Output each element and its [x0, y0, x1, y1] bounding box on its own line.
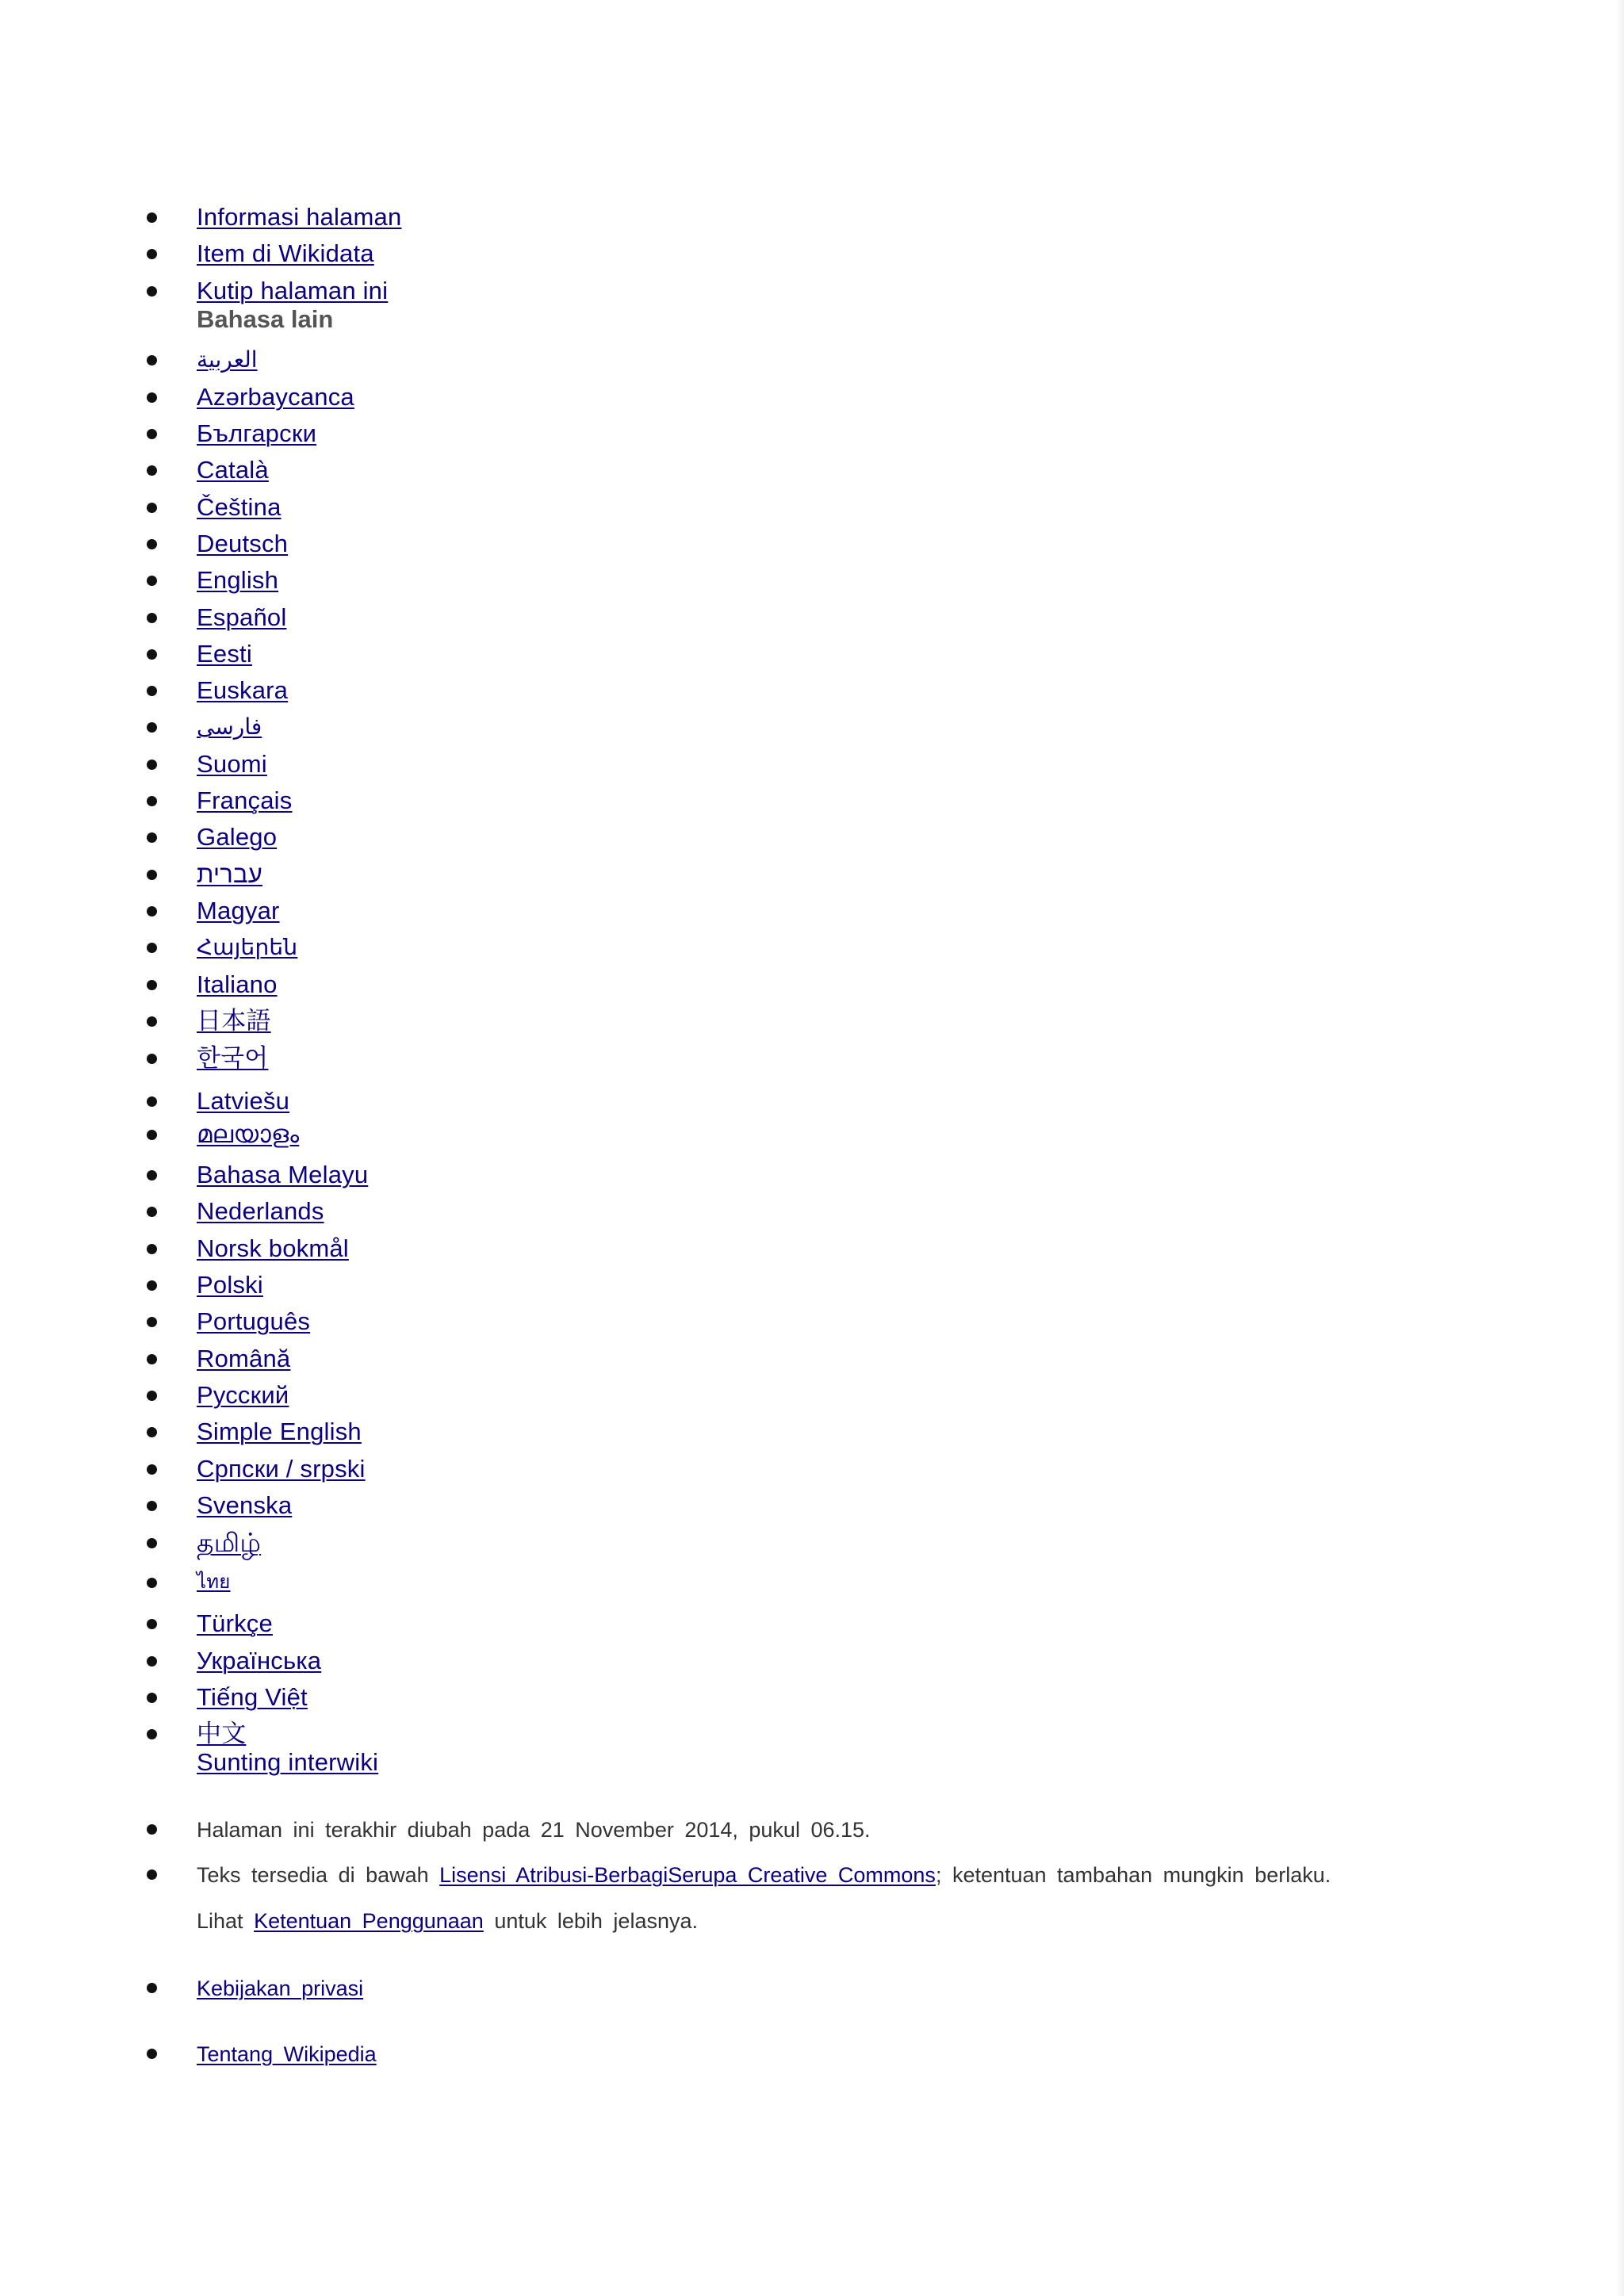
bullet-icon: [147, 1464, 157, 1475]
bullet-icon: [147, 503, 157, 513]
language-link-az[interactable]: Azərbaycanca: [197, 383, 354, 411]
language-link-fr[interactable]: Français: [197, 786, 293, 814]
last-modified-text: Halaman ini terakhir diubah pada 21 November 2014, pukul 06.15.: [197, 1818, 871, 1842]
bullet-icon: [147, 1824, 157, 1835]
bullet-icon: [147, 1693, 157, 1703]
language-link-he[interactable]: עברית: [197, 860, 262, 888]
bullet-icon: [147, 980, 157, 990]
language-link-uk[interactable]: Українська: [197, 1647, 322, 1674]
wikidata-item-link[interactable]: Item di Wikidata: [197, 239, 374, 267]
bullet-icon: [147, 1869, 157, 1880]
language-link-sv[interactable]: Svenska: [197, 1491, 293, 1519]
bullet-icon: [147, 796, 157, 806]
bullet-icon: [147, 1170, 157, 1181]
languages-heading: Bahasa lain: [197, 305, 334, 333]
license-suffix: ; ketentuan tambahan mungkin berlaku.: [935, 1863, 1331, 1887]
bullet-icon: [147, 249, 157, 259]
language-link-en[interactable]: English: [197, 566, 279, 594]
privacy-policy-link[interactable]: Kebijakan privasi: [197, 1976, 364, 2000]
language-link-ar[interactable]: العربية: [197, 347, 258, 372]
bullet-icon: [147, 286, 157, 297]
language-link-zh[interactable]: 中文: [197, 1720, 247, 1747]
language-link-es[interactable]: Español: [197, 603, 287, 631]
language-link-ja[interactable]: 日本語: [197, 1007, 271, 1035]
bullet-icon: [147, 1578, 157, 1588]
language-link-pt[interactable]: Português: [197, 1307, 311, 1335]
page-edge: [1616, 0, 1624, 2296]
language-link-th[interactable]: ไทย: [197, 1571, 231, 1593]
terms-suffix: untuk lebih jelasnya.: [483, 1909, 698, 1933]
language-link-cs[interactable]: Čeština: [197, 493, 282, 521]
bullet-icon: [147, 576, 157, 586]
language-link-nl[interactable]: Nederlands: [197, 1197, 324, 1225]
bullet-icon: [147, 1096, 157, 1107]
bullet-icon: [147, 906, 157, 916]
license-link[interactable]: Lisensi Atribusi-BerbagiSerupa Creative Commons: [439, 1863, 936, 1887]
terms-of-use-link[interactable]: Ketentuan Penggunaan: [254, 1909, 484, 1933]
bullet-icon: [147, 1983, 157, 1993]
language-link-ru[interactable]: Русский: [197, 1381, 289, 1409]
bullet-icon: [147, 1016, 157, 1027]
language-link-fa[interactable]: فارسی: [197, 714, 262, 739]
bullet-icon: [147, 1501, 157, 1511]
bullet-icon: [147, 1244, 157, 1254]
page-info-link[interactable]: Informasi halaman: [197, 203, 402, 231]
bullet-icon: [147, 212, 157, 223]
language-link-tr[interactable]: Türkçe: [197, 1609, 273, 1637]
bullet-icon: [147, 686, 157, 696]
bullet-icon: [147, 1207, 157, 1217]
cite-page-link[interactable]: Kutip halaman ini: [197, 277, 389, 304]
bullet-icon: [147, 2049, 157, 2059]
language-link-de[interactable]: Deutsch: [197, 530, 289, 557]
edit-interwiki-link[interactable]: Sunting interwiki: [197, 1748, 379, 1776]
language-link-it[interactable]: Italiano: [197, 970, 278, 998]
bullet-icon: [147, 355, 157, 365]
bullet-icon: [147, 1538, 157, 1548]
terms-text: [197, 1907, 698, 1935]
license-text: [197, 1861, 1331, 1889]
bullet-icon: [147, 465, 157, 476]
language-link-eu[interactable]: Euskara: [197, 676, 289, 704]
bullet-icon: [147, 1280, 157, 1291]
bullet-icon: [147, 1427, 157, 1437]
bullet-icon: [147, 1130, 157, 1140]
language-link-vi[interactable]: Tiếng Việt: [197, 1683, 308, 1711]
language-link-pl[interactable]: Polski: [197, 1271, 263, 1299]
bullet-icon: [147, 649, 157, 660]
list-item: [0, 1816, 1624, 1847]
language-link-ko[interactable]: 한국어: [197, 1044, 269, 1072]
license-prefix: Teks tersedia di bawah: [197, 1863, 440, 1887]
language-link-sr[interactable]: Српски / srpski: [197, 1455, 366, 1483]
language-link-lv[interactable]: Latviešu: [197, 1087, 290, 1115]
bullet-icon: [147, 1354, 157, 1364]
language-link-et[interactable]: Eesti: [197, 640, 252, 668]
bullet-icon: [147, 760, 157, 770]
bullet-icon: [147, 943, 157, 953]
bullet-icon: [147, 1729, 157, 1739]
language-link-simple[interactable]: Simple English: [197, 1418, 362, 1445]
bullet-icon: [147, 1391, 157, 1401]
bullet-icon: [147, 613, 157, 623]
language-link-gl[interactable]: Galego: [197, 823, 278, 851]
bullet-icon: [147, 1656, 157, 1667]
language-link-ca[interactable]: Català: [197, 456, 269, 484]
bullet-icon: [147, 392, 157, 403]
bullet-icon: [147, 722, 157, 733]
language-link-hy[interactable]: Հայերեն: [197, 935, 298, 959]
list-item: [0, 1861, 1624, 1940]
language-link-fi[interactable]: Suomi: [197, 750, 267, 778]
bullet-icon: [147, 1619, 157, 1629]
language-link-nb[interactable]: Norsk bokmål: [197, 1234, 349, 1262]
language-link-ta[interactable]: தமிழ்: [197, 1528, 262, 1557]
list-item: [0, 2040, 1624, 2072]
bullet-icon: [147, 539, 157, 549]
about-wikipedia-link[interactable]: Tentang Wikipedia: [197, 2042, 377, 2066]
language-link-ro[interactable]: Română: [197, 1345, 291, 1372]
bullet-icon: [147, 429, 157, 439]
terms-prefix: Lihat: [197, 1909, 255, 1933]
language-link-ms[interactable]: Bahasa Melayu: [197, 1161, 369, 1188]
bullet-icon: [147, 832, 157, 843]
bullet-icon: [147, 1317, 157, 1327]
list-item: [0, 1974, 1624, 2006]
bullet-icon: [147, 870, 157, 880]
language-link-hu[interactable]: Magyar: [197, 897, 280, 924]
bullet-icon: [147, 1054, 157, 1064]
language-link-ml[interactable]: മലയാളം: [197, 1120, 300, 1148]
language-link-bg[interactable]: Български: [197, 419, 317, 447]
